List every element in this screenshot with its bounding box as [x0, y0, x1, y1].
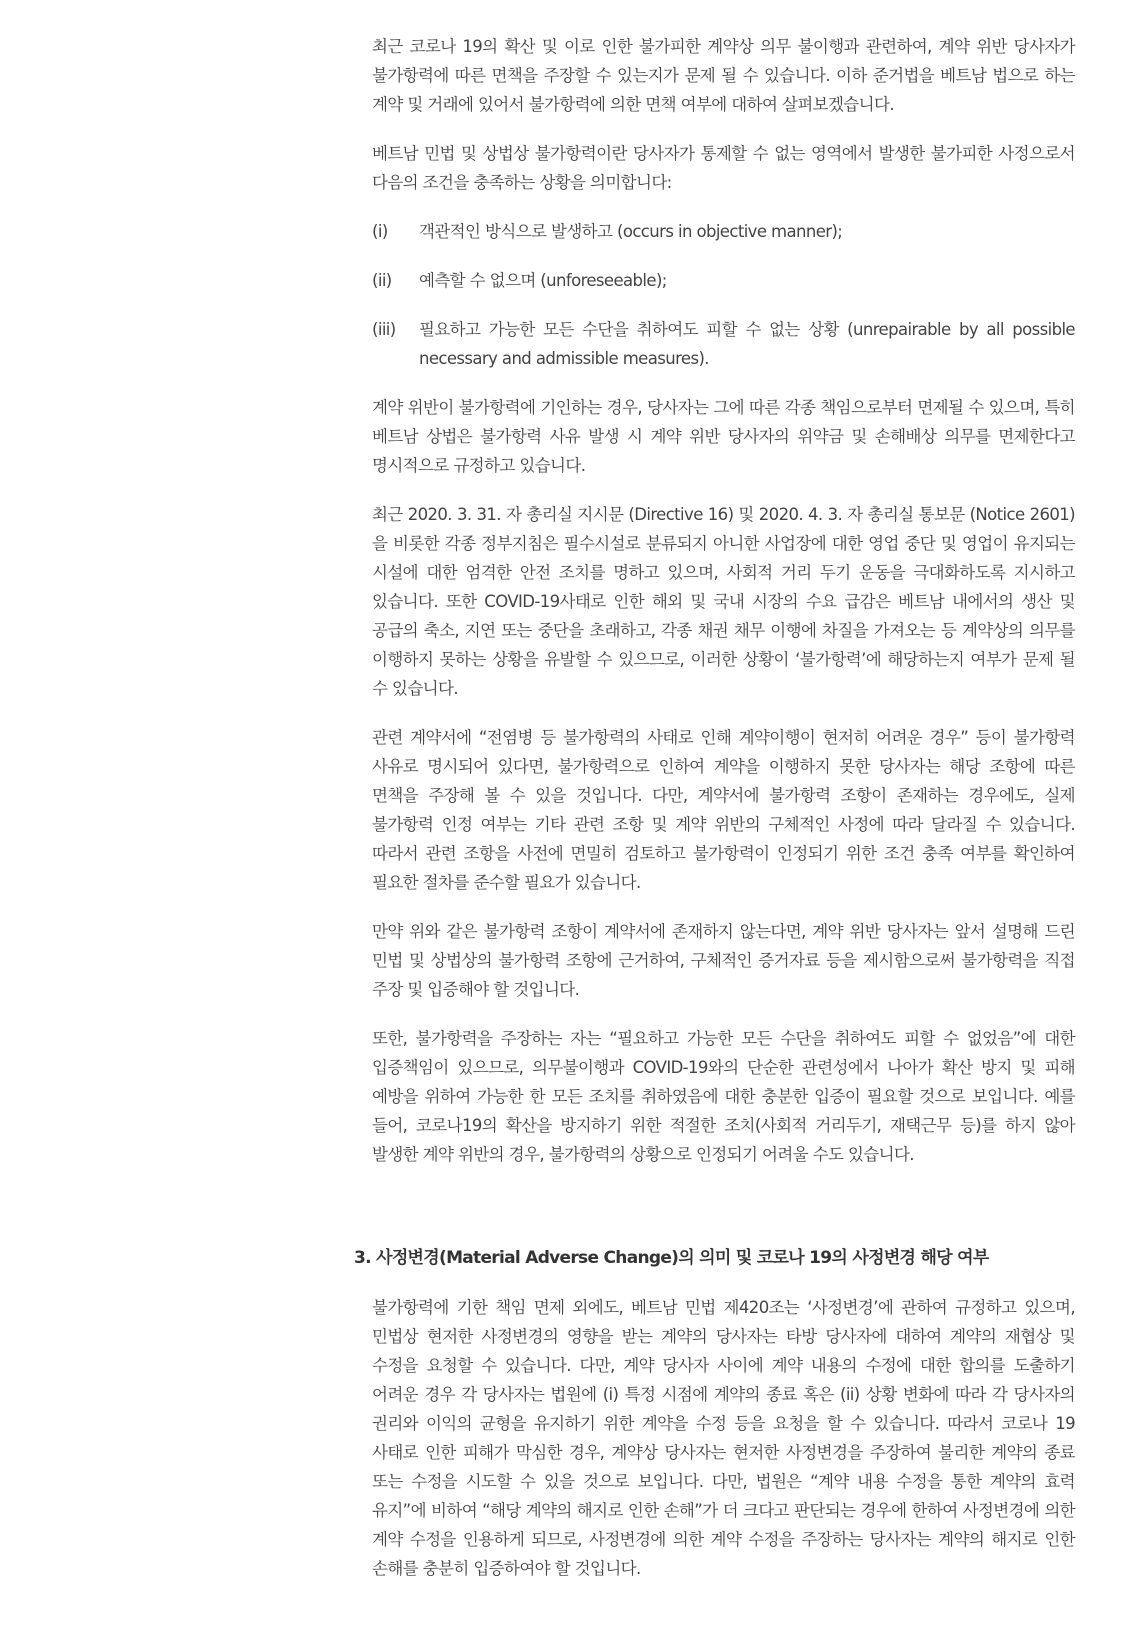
condition-text: 필요하고 가능한 모든 수단을 취하여도 피할 수 없는 상황 (unrepairable by all possible necessary and admissible measures). [419, 320, 1075, 368]
condition-text: 객관적인 방식으로 발생하고 (occurs in objective manner); [419, 222, 843, 241]
material-adverse-change-paragraph: 불가항력에 기한 책임 면제 외에도, 베트남 민법 제420조는 ‘사정변경’에 관하여 규정하고 있으며, 민법상 현저한 사정변경의 영향을 받는 계약의 당사자는 타방 당사자에 대하여 계약의 재협상 및 수정을 요청할 수 있습니다. 다만, 계약 당사자 사이에 계약 내용의 수정에 대한 합의를 도출하기 어려운 경우 각 당사자는 법원에 (i) 특정 시점에 계약의 종료 혹은 (ii) 상황 변화에 따라 각 당사자의 권리와 이익의 균형을 유지하기 위한 계약을 수정 등을 요청을 할 수 있습니다. 따라서 코로나 19 사태로 인한 피해가 막심한 경우, 계약상 당사자는 현저한 사정변경을 주장하여 불리한 계약의 종료 또는 수정을 시도할 수 있을 것으로 보입니다. 다만, 법원은 “계약 내용 수정을 통한 계약의 효력 유지”에 비하여 “해당 계약의 해지로 인한 손해”가 더 크다고 판단되는 경우에 한하여 사정변경에 의한 계약 수정을 인용하게 되므로, 사정변경에 의한 계약 수정을 주장하는 당사자는 계약의 해지로 인한 손해를 충분히 입증하여야 할 것입니다. [372, 1298, 1075, 1578]
condition-marker: (i) [372, 222, 388, 241]
no-clause-paragraph: 만약 위와 같은 불가항력 조항이 계약서에 존재하지 않는다면, 계약 위반 당사자는 앞서 설명해 드린 민법 및 상법상의 불가항력 조항에 근거하여, 구체적인 증거자료 등을 제시함으로써 불가항력을 직접 주장 및 입증해야 할 것입니다. [372, 922, 1075, 999]
condition-text: 예측할 수 없으며 (unforeseeable); [419, 271, 667, 290]
condition-item-3 [372, 315, 1075, 373]
condition-item-1 [372, 217, 1075, 246]
condition-marker: (ii) [372, 271, 392, 290]
force-majeure-definition-paragraph: 베트남 민법 및 상법상 불가항력이란 당사자가 통제할 수 없는 영역에서 발생한 불가피한 사정으로서 다음의 조건을 충족하는 상황을 의미합니다: [372, 144, 1075, 192]
contract-clause-paragraph: 관련 계약서에 “전염병 등 불가항력의 사태로 인해 계약이행이 현저히 어려운 경우” 등이 불가항력 사유로 명시되어 있다면, 불가항력으로 인하여 계약을 이행하지 못한 당사자는 해당 조항에 따른 면책을 주장해 볼 수 있을 것입니다. 다만, 계약서에 불가항력 조항이 존재하는 경우에도, 실제 불가항력 인정 여부는 기타 관련 조항 및 계약 위반의 구체적인 사정에 따라 달라질 수 있습니다. 따라서 관련 조항을 사전에 면밀히 검토하고 불가항력이 인정되기 위한 조건 충족 여부를 확인하여 필요한 절차를 준수할 필요가 있습니다. [372, 728, 1075, 892]
intro-paragraph: 최근 코로나 19의 확산 및 이로 인한 불가피한 계약상 의무 불이행과 관련하여, 계약 위반 당사자가 불가항력에 따른 면책을 주장할 수 있는지가 문제 될 수 있습니다. 이하 준거법을 베트남 법으로 하는 계약 및 거래에 있어서 불가항력에 의한 면책 여부에 대하여 살펴보겠습니다. [372, 37, 1075, 114]
section-3-heading: 3. 사정변경(Material Adverse Change)의 의미 및 코로나 19의 사정변경 해당 여부 [354, 1248, 989, 1268]
government-directive-paragraph: 최근 2020. 3. 31. 자 총리실 지시문 (Directive 16) 및 2020. 4. 3. 자 총리실 통보문 (Notice 2601)을 비롯한 각종 정부지침은 필수시설로 분류되지 아니한 사업장에 대한 영업 중단 및 영업이 유지되는 시설에 대한 엄격한 안전 조치를 명하고 있으며, 사회적 거리 두기 운동을 극대화하도록 지시하고 있습니다. 또한 COVID-19사태로 인한 해외 및 국내 시장의 수요 급감은 베트남 내에서의 생산 및 공급의 축소, 지연 또는 중단을 초래하고, 각종 채권 채무 이행에 차질을 가져오는 등 계약상의 의무를 이행하지 못하는 상황을 유발할 수 있으므로, 이러한 상황이 ‘불가항력’에 해당하는지 여부가 문제 될 수 있습니다. [372, 505, 1075, 698]
document-body [372, 32, 1075, 1189]
condition-marker: (iii) [372, 320, 396, 339]
condition-item-2 [372, 266, 1075, 295]
burden-of-proof-paragraph: 또한, 불가항력을 주장하는 자는 “필요하고 가능한 모든 수단을 취하여도 피할 수 없었음”에 대한 입증책임이 있으므로, 의무불이행과 COVID-19와의 단순한 관련성에서 나아가 확산 방지 및 피해 예방을 위하여 가능한 한 모든 조치를 취하였음에 대한 충분한 입증이 필요할 것으로 보입니다. 예를 들어, 코로나19의 확산을 방지하기 위한 적절한 조치(사회적 거리두기, 재택근무 등)를 하지 않아 발생한 계약 위반의 경우, 불가항력의 상황으로 인정되기 어려울 수도 있습니다. [372, 1029, 1075, 1164]
section-3-body [372, 1293, 1075, 1603]
exemption-paragraph: 계약 위반이 불가항력에 기인하는 경우, 당사자는 그에 따른 각종 책임으로부터 면제될 수 있으며, 특히 베트남 상법은 불가항력 사유 발생 시 계약 위반 당사자의 위약금 및 손해배상 의무를 면제한다고 명시적으로 규정하고 있습니다. [372, 398, 1075, 475]
